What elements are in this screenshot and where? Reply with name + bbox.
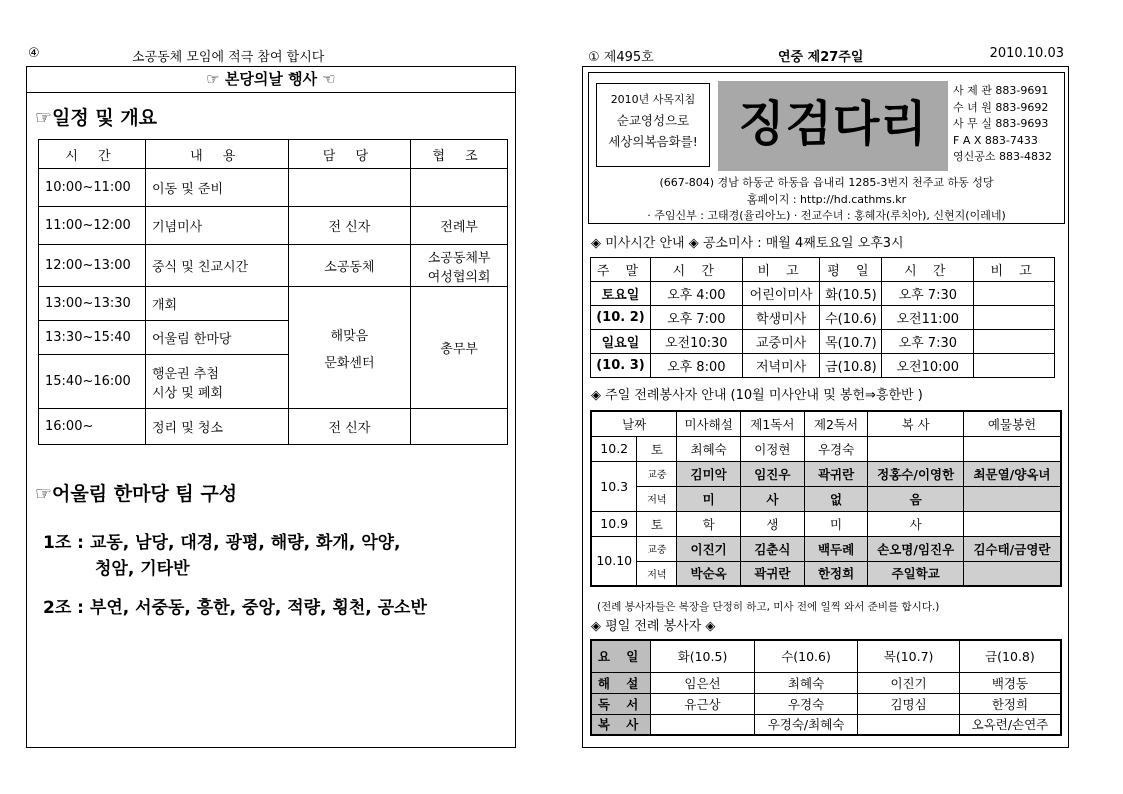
right-page-frame — [582, 66, 1069, 748]
left-page-header — [28, 46, 516, 65]
table-row — [591, 282, 1055, 306]
servers-cell: 백두례 — [804, 536, 868, 561]
servers-cell: 곽귀란 — [741, 561, 805, 586]
schedule-table — [38, 139, 508, 445]
mass-schedule-table — [590, 257, 1055, 378]
left-slogan: 소공동체 모임에 적극 참여 합시다 — [132, 50, 325, 65]
weekday-header-row — [591, 640, 1061, 672]
schedule-content-line2: 시상 및 폐회 — [151, 385, 224, 401]
servers-cell — [963, 436, 1061, 461]
contact-mission: 영신공소 883-4832 — [953, 150, 1052, 163]
table-row — [591, 511, 1061, 536]
servers-cell: 주일학교 — [868, 561, 964, 586]
schedule-coop: 전례부 — [411, 207, 508, 245]
table-row — [591, 330, 1055, 354]
mass-header: 시 간 — [882, 258, 974, 282]
weekday-cell: 한정희 — [959, 693, 1061, 714]
mass-weekday: 금(10.8) — [820, 354, 882, 378]
schedule-owner: 전 신자 — [288, 207, 411, 245]
table-row — [39, 169, 508, 207]
servers-cell: 우경숙 — [804, 436, 868, 461]
mass-header: 평 일 — [820, 258, 882, 282]
weekday-cell: 최혜숙 — [754, 672, 858, 693]
servers-mass: 저녁 — [637, 486, 677, 511]
servers-cell: 생 — [741, 511, 805, 536]
sunday-servers-title: ◈ 주일 전례봉사자 안내 (10월 미사안내 및 봉헌⇒흥한반 ) — [591, 388, 923, 403]
mass-weekday: 수(10.6) — [820, 306, 882, 330]
table-row — [591, 536, 1061, 561]
team-section-title: ☞어울림 한마당 팀 구성 — [35, 483, 238, 505]
schedule-header-coop: 협 조 — [411, 140, 508, 169]
schedule-time: 10:00~11:00 — [39, 169, 146, 207]
servers-note: (전례 봉사자들은 복장을 단정히 하고, 미사 전에 일찍 와서 준비를 합시다.) — [597, 601, 940, 613]
weekday-cell: 우경숙/최혜숙 — [754, 714, 858, 735]
servers-header: 제1독서 — [741, 411, 805, 436]
servers-cell — [963, 511, 1061, 536]
mass-day: (10. 2) — [591, 306, 651, 330]
mass-time: 오후 4:00 — [650, 282, 742, 306]
servers-cell: 학 — [677, 511, 741, 536]
weekday-header-label: 요 일 — [591, 640, 651, 672]
contact-convent: 수 녀 원 883-9692 — [953, 100, 1049, 114]
mass-weekday-note — [974, 330, 1055, 354]
schedule-owner-line1: 해맞음 — [330, 328, 369, 344]
mass-schedule-title: ◈ 미사시간 안내 ◈ 공소미사 : 매월 4째토요일 오후3시 — [591, 236, 904, 251]
mass-weekday-time: 오전11:00 — [882, 306, 974, 330]
servers-cell: 이진기 — [677, 536, 741, 561]
team-2 — [43, 595, 427, 621]
servers-cell: 사 — [741, 486, 805, 511]
servers-cell: 김미악 — [677, 461, 741, 486]
servers-cell — [963, 486, 1061, 511]
mass-day: (10. 3) — [591, 354, 651, 378]
servers-header: 복 사 — [868, 411, 964, 436]
schedule-time: 11:00~12:00 — [39, 207, 146, 245]
mass-weekday: 목(10.7) — [820, 330, 882, 354]
schedule-coop-line1: 소공동체부 — [427, 250, 491, 266]
schedule-header-row — [39, 140, 508, 169]
mass-day: 일요일 — [591, 330, 651, 354]
servers-header-row — [591, 411, 1061, 436]
schedule-content-line1: 행운권 추첨 — [151, 366, 219, 382]
servers-cell: 김춘식 — [741, 536, 805, 561]
pastoral-motto — [596, 83, 710, 167]
mass-weekday-time: 오후 7:30 — [882, 282, 974, 306]
servers-cell: 최혜숙 — [677, 436, 741, 461]
schedule-coop-merged: 총무부 — [411, 287, 508, 409]
schedule-content: 이동 및 준비 — [145, 169, 288, 207]
servers-mass: 저녁 — [637, 561, 677, 586]
mass-weekday-time: 오후 7:30 — [882, 330, 974, 354]
contact-fax: F A X 883-7433 — [953, 133, 1038, 147]
mass-note: 어린이미사 — [742, 282, 820, 306]
motto-line1: 2010년 사목지침 — [610, 93, 696, 106]
schedule-owner: 전 신자 — [288, 409, 411, 445]
team-2-line1: 부연, 서중동, 흥한, 중앙, 적량, 횡천, 공소반 — [89, 598, 427, 618]
schedule-time: 12:00~13:00 — [39, 245, 146, 287]
servers-mass: 토 — [637, 511, 677, 536]
schedule-time: 13:00~13:30 — [39, 287, 146, 321]
table-row — [591, 354, 1055, 378]
mass-header: 시 간 — [650, 258, 742, 282]
servers-cell — [963, 561, 1061, 586]
contact-office: 사 무 실 883-9693 — [953, 117, 1049, 130]
weekday-cell: 김명심 — [858, 693, 960, 714]
servers-cell: 미 — [804, 511, 868, 536]
servers-cell: 최문열/양옥녀 — [963, 461, 1061, 486]
schedule-content: 정리 및 청소 — [145, 409, 288, 445]
table-row — [591, 436, 1061, 461]
left-page-frame — [26, 66, 516, 748]
servers-cell: 미 — [677, 486, 741, 511]
mass-header: 비 고 — [742, 258, 820, 282]
schedule-content — [145, 355, 288, 409]
team-2-label: 2조 : — [43, 598, 84, 618]
servers-mass: 토 — [637, 436, 677, 461]
table-row — [591, 306, 1055, 330]
schedule-content: 기념미사 — [145, 207, 288, 245]
schedule-content: 어울림 한마당 — [145, 321, 288, 355]
servers-cell: 임진우 — [741, 461, 805, 486]
servers-date: 10.9 — [591, 511, 637, 536]
servers-date: 10.3 — [591, 461, 637, 511]
table-row — [591, 461, 1061, 486]
mass-weekday: 화(10.5) — [820, 282, 882, 306]
servers-header: 예물봉헌 — [963, 411, 1061, 436]
event-title: ☞ 본당의날 행사 ☜ — [27, 67, 515, 93]
weekday-cell: 백경동 — [959, 672, 1061, 693]
address: (667-804) 경남 하동군 하동읍 읍내리 1285-3번지 천주교 하동 성당 — [659, 176, 994, 189]
weekday-cell — [858, 714, 960, 735]
table-row — [591, 672, 1061, 693]
servers-cell — [868, 436, 964, 461]
right-page-header — [588, 46, 1064, 65]
schedule-owner-line2: 문화센터 — [324, 355, 375, 371]
schedule-coop-line2: 여성협의회 — [427, 269, 491, 285]
weekday-header: 화(10.5) — [651, 640, 755, 672]
servers-mass: 교중 — [637, 461, 677, 486]
servers-date: 10.10 — [591, 536, 637, 586]
servers-cell: 없 — [804, 486, 868, 511]
issue-number: ① 제495호 — [588, 50, 654, 65]
weekday-header: 금(10.8) — [959, 640, 1061, 672]
weekday-cell: 우경숙 — [754, 693, 858, 714]
servers-cell: 손오명/임진우 — [868, 536, 964, 561]
servers-cell: 음 — [868, 486, 964, 511]
servers-cell: 박순옥 — [677, 561, 741, 586]
schedule-time: 16:00~ — [39, 409, 146, 445]
schedule-content: 중식 및 친교시간 — [145, 245, 288, 287]
weekday-servers-table — [590, 639, 1062, 736]
schedule-coop — [411, 409, 508, 445]
servers-header: 날짜 — [591, 411, 677, 436]
servers-cell: 한정희 — [804, 561, 868, 586]
team-1-label: 1조 : — [43, 533, 84, 553]
sunday-servers-table — [590, 410, 1062, 587]
weekday-servers-title: ◈ 평일 전례 봉사자 ◈ — [591, 619, 716, 634]
motto-line3: 세상의복음화를! — [608, 134, 698, 149]
servers-header: 제2독서 — [804, 411, 868, 436]
mass-weekday-note — [974, 306, 1055, 330]
mass-header: 주 말 — [591, 258, 651, 282]
schedule-coop — [411, 245, 508, 287]
mass-header-row — [591, 258, 1055, 282]
issue-date: 2010.10.03 — [989, 46, 1064, 61]
servers-mass: 교중 — [637, 536, 677, 561]
mass-time: 오전10:30 — [650, 330, 742, 354]
weekday-role: 독 서 — [591, 693, 651, 714]
schedule-coop — [411, 169, 508, 207]
homepage: 홈페이지 : http://hd.cathms.kr — [746, 193, 907, 206]
weekday-cell: 임은선 — [651, 672, 755, 693]
schedule-owner: 소공동체 — [288, 245, 411, 287]
team-1-line2: 청암, 기타반 — [95, 559, 190, 579]
logo-text: 징검다리 — [738, 96, 928, 152]
motto-line2: 순교영성으로 — [616, 113, 690, 128]
schedule-content: 개회 — [145, 287, 288, 321]
weekday-cell — [651, 714, 755, 735]
masthead — [588, 72, 1065, 224]
weekday-role: 해 설 — [591, 672, 651, 693]
servers-cell: 김수태/금영란 — [963, 536, 1061, 561]
mass-note: 저녁미사 — [742, 354, 820, 378]
servers-cell: 이정현 — [741, 436, 805, 461]
table-row — [591, 561, 1061, 586]
weekday-header: 목(10.7) — [858, 640, 960, 672]
left-page-number: ④ — [28, 46, 40, 61]
mass-note: 학생미사 — [742, 306, 820, 330]
team-1 — [43, 530, 401, 582]
weekday-header: 수(10.6) — [754, 640, 858, 672]
weekday-cell: 이진기 — [858, 672, 960, 693]
mass-weekday-note — [974, 354, 1055, 378]
contact-list — [953, 83, 1061, 166]
schedule-time: 15:40~16:00 — [39, 355, 146, 409]
schedule-owner-merged — [288, 287, 411, 409]
mass-header: 비 고 — [974, 258, 1055, 282]
mass-time: 오후 8:00 — [650, 354, 742, 378]
bulletin-logo — [718, 81, 948, 171]
team-1-line1: 교동, 남당, 대경, 광평, 해량, 화개, 악양, — [89, 533, 401, 553]
table-row — [39, 207, 508, 245]
weekday-role: 복 사 — [591, 714, 651, 735]
schedule-header-time: 시 간 — [39, 140, 146, 169]
schedule-section-title: ☞일정 및 개요 — [35, 107, 158, 129]
weekday-cell: 유근상 — [651, 693, 755, 714]
table-row — [39, 245, 508, 287]
mass-time: 오후 7:00 — [650, 306, 742, 330]
staff: · 주임신부 : 고태경(율리아노) · 전교수녀 : 홍혜자(루치아), 신현지(이레네) — [647, 209, 1006, 222]
table-row — [39, 409, 508, 445]
table-row — [591, 693, 1061, 714]
schedule-header-owner: 담 당 — [288, 140, 411, 169]
contact-rectory: 사 제 관 883-9691 — [953, 84, 1049, 97]
mass-note: 교중미사 — [742, 330, 820, 354]
servers-date: 10.2 — [591, 436, 637, 461]
servers-cell: 정홍수/이영한 — [868, 461, 964, 486]
servers-header: 미사해설 — [677, 411, 741, 436]
schedule-time: 13:30~15:40 — [39, 321, 146, 355]
mass-weekday-note — [974, 282, 1055, 306]
schedule-header-content: 내 용 — [145, 140, 288, 169]
servers-cell: 사 — [868, 511, 964, 536]
weekday-cell: 오옥련/손연주 — [959, 714, 1061, 735]
mass-weekday-time: 오전10:00 — [882, 354, 974, 378]
table-row — [39, 287, 508, 321]
mass-day: 토요일 — [591, 282, 651, 306]
table-row — [591, 714, 1061, 735]
liturgical-week: 연중 제27주일 — [778, 50, 864, 65]
servers-cell: 곽귀란 — [804, 461, 868, 486]
schedule-owner — [288, 169, 411, 207]
table-row — [591, 486, 1061, 511]
